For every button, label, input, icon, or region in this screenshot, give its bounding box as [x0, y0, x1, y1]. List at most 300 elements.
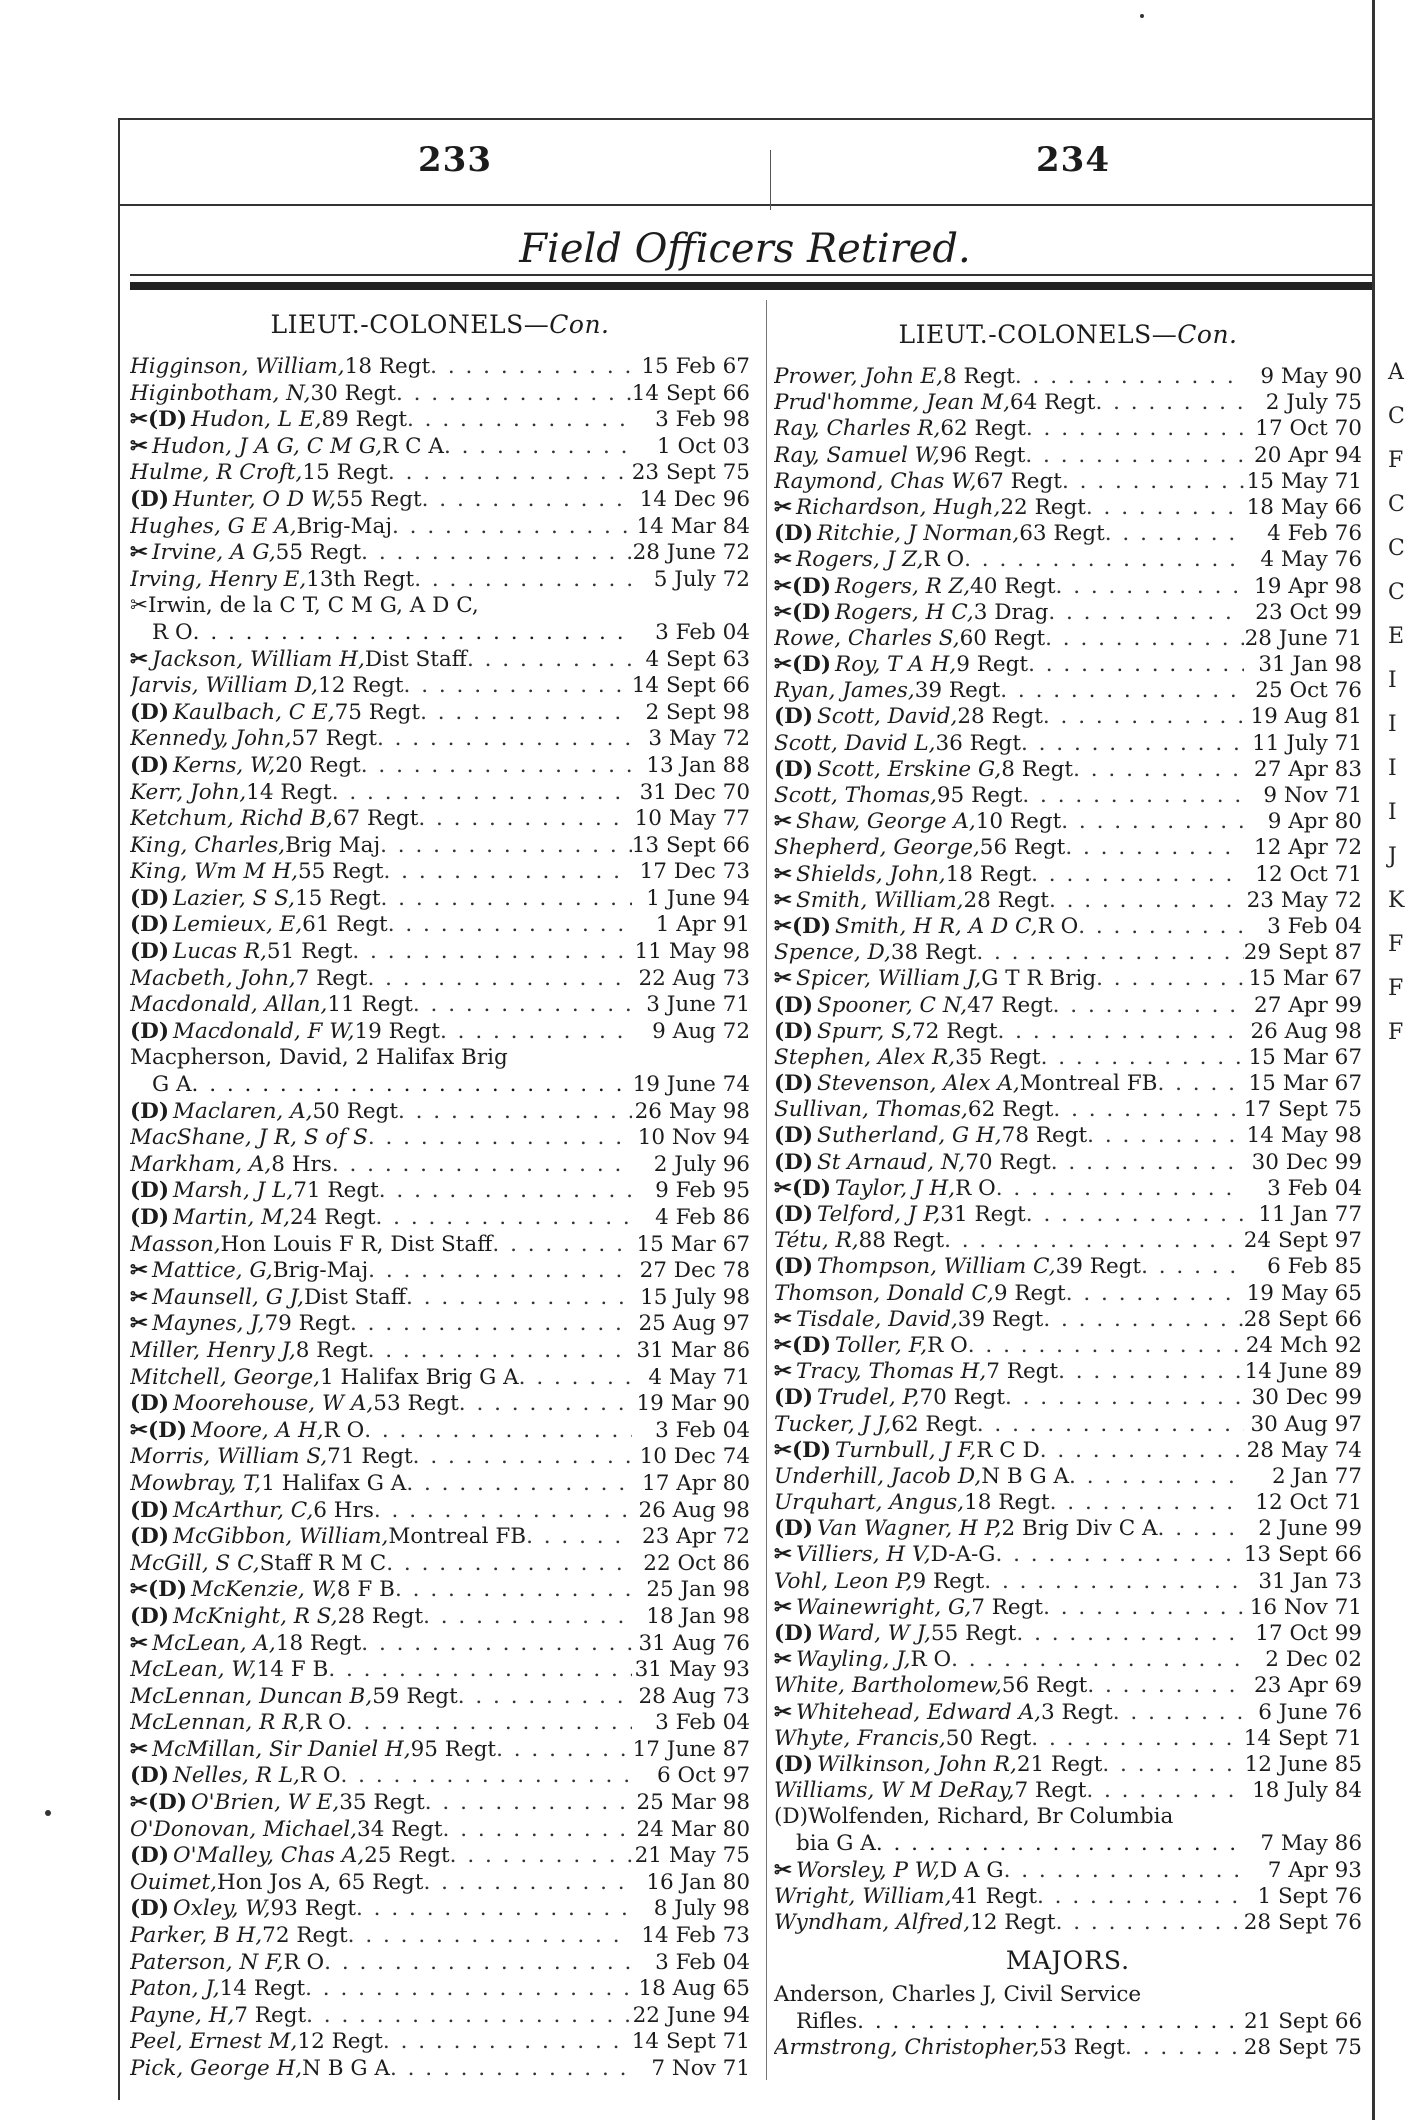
leader-dots	[1158, 1516, 1244, 1542]
list-item	[130, 1045, 750, 1098]
entry-detail: 55 Regt	[275, 540, 362, 566]
entry-detail: 95 Regt	[410, 1736, 497, 1762]
entry-name: Anderson, Charles J,	[774, 1982, 997, 2008]
entry-detail: R O	[1037, 913, 1079, 939]
entry-mark: ✂	[130, 433, 149, 459]
list-item	[774, 1097, 1362, 1123]
entry-name: McLean, A,	[152, 1630, 276, 1656]
entry-detail: 18 Regt	[275, 1630, 362, 1656]
entry-name: Wolfenden, Richard,	[808, 1804, 1030, 1830]
entry-date: 28 May 74	[1246, 1437, 1362, 1463]
entry-detail: 28 Regt	[963, 887, 1049, 913]
entry-detail: 55 Regt	[297, 859, 384, 885]
entry-date: 18 Jan 98	[646, 1603, 750, 1629]
entry-detail: 53 Regt	[373, 1391, 459, 1417]
leader-dots	[379, 1178, 632, 1205]
entry-detail: 12 Regt	[297, 2029, 383, 2055]
stray-ink-dot	[1140, 14, 1144, 18]
entry-detail: 93 Regt	[270, 1896, 357, 1922]
entry-detail: 18 Regt	[945, 861, 1032, 887]
list-item	[774, 416, 1362, 442]
entry-date: 24 Mch 92	[1245, 1332, 1362, 1358]
entry-name: White, Bartholomew,	[774, 1673, 1002, 1699]
entry-date: 14 Sept 71	[1243, 1725, 1362, 1751]
leader-dots	[1056, 1910, 1244, 1936]
entry-date: 16 Jan 80	[646, 1869, 750, 1895]
entry-detail: 14 Regt	[246, 779, 332, 805]
majors-entry-list	[774, 1982, 1362, 2061]
entry-detail: 8 F B	[336, 1577, 395, 1603]
leader-dots	[1043, 704, 1244, 730]
entry-date: 28 Sept 76	[1243, 1909, 1362, 1935]
leader-dots	[1087, 1673, 1244, 1699]
list-item	[774, 1385, 1362, 1411]
entry-name: McKnight, R S,	[173, 1603, 338, 1629]
list-item	[774, 574, 1362, 600]
list-item	[774, 1333, 1362, 1359]
list-item	[774, 1019, 1362, 1045]
leader-dots	[1096, 966, 1244, 992]
entry-name: Trudel, P,	[817, 1385, 920, 1411]
leader-dots	[413, 992, 632, 1019]
entry-detail: 56 Regt	[979, 835, 1066, 861]
entry-date: 23 May 72	[1246, 887, 1362, 913]
entry-name: Underhill, Jacob D,	[774, 1463, 982, 1489]
entry-date: 14 Sept 66	[631, 380, 750, 406]
entry-name: Rowe, Charles S,	[774, 625, 960, 651]
entry-detail: 63 Regt	[1019, 521, 1105, 547]
entry-date: 30 Dec 99	[1251, 1149, 1362, 1175]
leader-dots	[380, 886, 632, 913]
list-item	[130, 1125, 750, 1152]
list-item	[774, 469, 1362, 495]
column-divider	[766, 300, 767, 2080]
page-title: Field Officers Retired.	[519, 226, 971, 272]
entry-date: 18 May 66	[1246, 494, 1362, 520]
list-item	[130, 1870, 750, 1897]
entry-continuation: Rifles	[796, 2008, 858, 2034]
entry-detail: Civil Service	[996, 1982, 1142, 2008]
margin-letter: E	[1388, 624, 1405, 649]
entry-detail: 51 Regt	[266, 939, 353, 965]
list-item	[774, 783, 1362, 809]
list-item	[130, 939, 750, 966]
entry-name: Kerr, John,	[130, 779, 247, 805]
entry-detail: Montreal FB	[388, 1524, 527, 1550]
list-item	[130, 1896, 750, 1923]
list-item	[774, 1910, 1362, 1936]
list-item	[774, 888, 1362, 914]
entry-name: Peel, Ernest M,	[130, 2029, 298, 2055]
entry-detail: 7 Regt	[295, 965, 368, 991]
entry-date: 3 Feb 04	[1267, 1175, 1362, 1201]
list-item	[130, 1099, 750, 1126]
entry-name: Turnbull, J F,	[835, 1437, 977, 1463]
entry-mark: (D)	[130, 699, 169, 725]
entry-mark: (D)	[774, 1804, 809, 1830]
list-item	[130, 1418, 750, 1445]
entry-continuation: G A	[152, 1072, 192, 1098]
entry-detail: 30 Regt	[310, 380, 396, 406]
entry-detail: Hon Jos A, 65 Regt	[216, 1869, 424, 1895]
entry-date: 18 Aug 65	[638, 1976, 750, 2002]
list-item	[130, 1365, 750, 1392]
entry-mark: (D)	[774, 992, 813, 1018]
list-item	[774, 443, 1362, 469]
leader-dots	[352, 939, 632, 966]
entry-date: 4 May 76	[1260, 547, 1362, 573]
entry-detail: 71 Regt	[293, 1178, 379, 1204]
left-heading-con: Con.	[549, 310, 610, 339]
entry-date: 23 Apr 69	[1254, 1673, 1362, 1699]
leader-dots	[1016, 1621, 1244, 1647]
leader-dots	[356, 1896, 632, 1923]
leader-dots	[332, 1152, 632, 1179]
entry-name: Sutherland, G H,	[817, 1123, 1002, 1149]
entry-name: Macbeth, John,	[130, 965, 296, 991]
list-item	[774, 521, 1362, 547]
list-item	[774, 914, 1362, 940]
leader-dots	[998, 1019, 1244, 1045]
leader-dots	[996, 1176, 1244, 1202]
list-item	[130, 1790, 750, 1817]
list-item	[774, 652, 1362, 678]
leader-dots	[1026, 1202, 1244, 1228]
entry-name: MacShane, J R, S of S	[130, 1125, 368, 1151]
leader-dots	[1078, 914, 1244, 940]
entry-detail: 40 Regt	[970, 573, 1056, 599]
leader-dots	[383, 859, 632, 886]
entry-name: Wright, William,	[774, 1883, 952, 1909]
entry-date: 4 Sept 63	[645, 646, 750, 672]
entry-name: Vohl, Leon P,	[774, 1568, 913, 1594]
entry-date: 2 June 99	[1258, 1516, 1362, 1542]
entry-date: 4 May 71	[648, 1364, 750, 1390]
entry-date: 11 Jan 77	[1258, 1202, 1362, 1227]
list-item	[130, 1817, 750, 1844]
entry-date: 17 June 87	[632, 1736, 750, 1762]
header-divider	[770, 150, 771, 210]
entry-detail: 19 Regt	[354, 1018, 440, 1044]
entry-date: 28 June 72	[632, 540, 750, 566]
entry-mark: ✂	[774, 1306, 793, 1332]
stray-ink-dot	[45, 1810, 51, 1816]
leader-dots	[443, 1817, 632, 1844]
entry-date: 6 Feb 85	[1267, 1254, 1362, 1280]
list-item	[774, 1569, 1362, 1595]
entry-mark: (D)	[774, 1516, 813, 1542]
leader-dots	[192, 1072, 632, 1099]
entry-date: 11 July 71	[1252, 730, 1362, 756]
entry-name: Maunsell, G J,	[152, 1284, 304, 1310]
entry-name: Markham, A,	[130, 1151, 272, 1177]
entry-mark: (D)	[774, 1385, 813, 1411]
margin-letter: I	[1388, 712, 1397, 737]
leader-dots	[1043, 1307, 1243, 1333]
entry-detail: Brig-Maj	[296, 513, 393, 539]
entry-detail: 95 Regt	[936, 783, 1023, 808]
list-item	[130, 593, 750, 646]
entry-date: 3 Feb 04	[655, 619, 750, 645]
entry-name: Shields, John,	[796, 861, 946, 887]
list-item	[130, 1019, 750, 1046]
leader-dots	[367, 966, 632, 993]
entry-date: 23 Oct 99	[1255, 599, 1362, 625]
entry-mark: (D)	[130, 1391, 169, 1417]
entry-date: 19 Apr 98	[1254, 573, 1362, 599]
entry-detail: 8 Hrs	[271, 1151, 332, 1177]
entry-second-line	[774, 1831, 1362, 1858]
entry-name: Tucker, J J,	[774, 1411, 892, 1437]
leader-dots	[1031, 1726, 1243, 1752]
margin-letter: F	[1388, 1020, 1404, 1045]
entry-name: Higinbotham, N,	[130, 380, 311, 406]
entry-name: Maynes, J,	[152, 1311, 265, 1337]
entry-detail: 10 Regt	[975, 809, 1062, 835]
leader-dots	[1058, 1359, 1244, 1385]
entry-detail: 21 Regt	[1016, 1751, 1103, 1777]
list-item	[130, 726, 750, 753]
entry-date: 4 Feb 76	[1267, 521, 1362, 547]
entry-name: O'Brien, W E,	[191, 1790, 340, 1816]
entry-mark: (D)	[130, 1603, 169, 1629]
entry-detail: 8 Regt	[295, 1337, 368, 1363]
list-item	[130, 407, 750, 434]
entry-date: 6 Oct 97	[656, 1763, 750, 1789]
entry-mark: (D)	[130, 1763, 169, 1789]
entry-date: 12 Oct 71	[1255, 861, 1362, 887]
entry-mark: ✂	[774, 809, 793, 835]
entry-date: 25 Mar 98	[636, 1790, 750, 1816]
entry-date: 1 Sept 76	[1257, 1883, 1362, 1909]
leader-dots	[1105, 521, 1244, 547]
leader-dots	[392, 514, 632, 541]
list-item	[774, 1752, 1362, 1778]
entry-mark: ✂	[774, 1594, 793, 1620]
leader-dots	[332, 780, 632, 807]
entry-name: Raymond, Chas W,	[774, 468, 977, 494]
entry-detail: Brig-Maj	[272, 1258, 369, 1284]
entry-mark: (D)	[130, 1098, 169, 1124]
entry-detail: 96 Regt	[939, 442, 1026, 468]
leader-dots	[374, 1498, 632, 1525]
list-item	[774, 1123, 1362, 1149]
entry-name: O'Donovan, Michael,	[130, 1816, 358, 1842]
entry-mark: ✂(D)	[130, 1790, 188, 1816]
entry-date: 9 May 90	[1260, 364, 1362, 389]
list-item	[774, 678, 1362, 704]
entry-detail: 35 Regt	[955, 1044, 1041, 1070]
list-item	[774, 731, 1362, 757]
entry-date: 9 Feb 95	[655, 1178, 750, 1204]
list-item	[130, 354, 750, 381]
list-item	[130, 540, 750, 567]
entry-mark: (D)	[130, 885, 169, 911]
entry-mark: ✂	[130, 1736, 149, 1762]
entry-date: 15 Mar 67	[1248, 1071, 1362, 1097]
list-item	[774, 364, 1362, 390]
leader-dots	[1037, 1884, 1244, 1910]
entry-detail: 71 Regt	[327, 1444, 413, 1470]
list-item	[774, 757, 1362, 783]
page-edge-line	[1372, 0, 1375, 2120]
entry-name: Hunter, O D W,	[173, 486, 337, 512]
entry-date: 22 Aug 73	[638, 965, 750, 991]
entry-detail: 24 Regt	[290, 1205, 376, 1230]
entry-first-line	[774, 1982, 1362, 2009]
left-heading-text: LIEUT.-COLONELS—	[270, 310, 550, 339]
list-item	[774, 390, 1362, 416]
entry-date: 3 June 71	[646, 992, 750, 1018]
margin-letter: C	[1388, 492, 1405, 517]
entry-mark: (D)	[774, 704, 813, 730]
leader-dots	[406, 1471, 632, 1498]
entry-name: Hughes, G E A,	[130, 513, 297, 539]
entry-mark: ✂	[774, 494, 793, 520]
leader-dots	[305, 1976, 632, 2003]
leader-dots	[1040, 1438, 1244, 1464]
list-item	[774, 1254, 1362, 1280]
entry-mark: (D)	[130, 752, 169, 778]
entry-name: Lucas R,	[173, 939, 267, 965]
entry-detail: 11 Regt	[327, 992, 413, 1018]
right-entry-list	[774, 364, 1362, 1936]
leader-dots	[467, 647, 632, 674]
entry-date: 11 May 98	[634, 939, 750, 965]
entry-date: 17 Apr 80	[642, 1470, 750, 1496]
entry-date: 5 July 72	[653, 566, 750, 592]
entry-detail: 39 Regt	[957, 1306, 1044, 1332]
list-item	[774, 2035, 1362, 2061]
entry-name: Hulme, R Croft,	[130, 460, 303, 486]
entry-date: 7 Apr 93	[1267, 1857, 1362, 1883]
entry-name: Paton, J,	[130, 1976, 220, 2002]
entry-detail: 31 Regt	[940, 1202, 1026, 1227]
entry-detail: Dist Staff	[364, 646, 467, 672]
entry-continuation: bia G A	[796, 1830, 876, 1856]
entry-name: Payne, H,	[130, 2002, 235, 2028]
entry-name: Macdonald, Allan,	[130, 992, 328, 1018]
leader-dots	[1049, 888, 1244, 914]
entry-detail: 75 Regt	[334, 699, 421, 725]
leader-dots	[368, 1338, 632, 1365]
entry-date: 14 Dec 96	[639, 486, 750, 512]
entry-detail: 57 Regt	[291, 726, 377, 752]
entry-mark: (D)	[130, 486, 169, 512]
list-item	[130, 992, 750, 1019]
entry-date: 12 Apr 72	[1254, 835, 1362, 861]
entry-name: Stephen, Alex R,	[774, 1044, 956, 1070]
entry-mark: (D)	[130, 939, 169, 965]
entry-detail: 28 Regt	[337, 1603, 424, 1629]
entry-name: Hudon, L E,	[191, 407, 322, 433]
leader-dots	[1053, 1097, 1243, 1123]
leader-dots	[984, 1569, 1244, 1595]
entry-date: 15 Mar 67	[1248, 1044, 1362, 1070]
entry-detail: 14 Regt	[219, 1976, 306, 2002]
leader-dots	[977, 1412, 1244, 1438]
list-item	[774, 1071, 1362, 1097]
entry-date: 19 June 74	[632, 1072, 750, 1098]
leader-dots	[1056, 574, 1244, 600]
entry-mark: ✂(D)	[774, 1175, 832, 1201]
leader-dots	[1045, 626, 1244, 652]
entry-name: Kennedy, John,	[130, 726, 292, 752]
entry-name: Rogers, J Z,	[796, 547, 924, 573]
entry-name: Prower, John E,	[774, 364, 944, 389]
entry-date: 4 Feb 86	[655, 1205, 750, 1230]
entry-date: 31 Aug 76	[638, 1630, 750, 1656]
entry-name: Pick, George H,	[130, 2056, 303, 2081]
list-item	[130, 753, 750, 780]
entry-detail: Hon Louis F R, Dist Staff	[220, 1231, 493, 1257]
leader-dots	[430, 354, 632, 381]
entry-name: Lemieux, E,	[173, 912, 303, 938]
entry-name: Ray, Samuel W,	[774, 442, 940, 468]
list-item	[130, 567, 750, 594]
leader-dots	[1073, 757, 1244, 783]
entry-detail: 7 Regt	[986, 1359, 1059, 1385]
leader-dots	[361, 1631, 632, 1658]
entry-mark: ✂(D)	[774, 599, 832, 625]
entry-date: 3 Feb 04	[1267, 913, 1362, 939]
left-entry-list	[130, 354, 750, 2083]
entry-detail: 9 Regt	[993, 1280, 1066, 1306]
leader-dots	[1062, 469, 1244, 495]
entry-detail: 9 Regt	[956, 652, 1029, 678]
leader-dots	[944, 1228, 1244, 1254]
list-item	[774, 1228, 1362, 1254]
entry-name: Worsley, P W,	[796, 1857, 940, 1883]
entry-detail: 79 Regt	[264, 1311, 350, 1337]
entry-mark: ✂	[130, 540, 149, 566]
entry-detail: 61 Regt	[302, 912, 388, 938]
list-item	[774, 1307, 1362, 1333]
entry-mark: ✂	[774, 547, 793, 573]
entry-date: 1 June 94	[646, 885, 750, 911]
leader-dots	[1061, 809, 1244, 835]
left-section-heading	[130, 308, 750, 342]
leader-dots	[380, 833, 632, 860]
entry-date: 13 Sept 66	[631, 832, 750, 858]
list-item	[130, 700, 750, 727]
entry-detail: 15 Regt	[302, 460, 388, 486]
entry-date: 22 Oct 86	[643, 1550, 750, 1576]
entry-detail: 18 Regt	[964, 1490, 1050, 1516]
entry-detail: 1 Halifax Brig G A	[320, 1364, 519, 1390]
leader-dots	[1015, 364, 1244, 390]
entry-date: 24 Sept 97	[1243, 1228, 1362, 1254]
entry-name: Smith, H R, A D C,	[835, 913, 1038, 939]
entry-name: Scott, David,	[817, 704, 958, 730]
list-item	[774, 1858, 1362, 1884]
entry-date: 28 Aug 73	[638, 1683, 750, 1709]
list-item	[774, 993, 1362, 1019]
list-item	[774, 1700, 1362, 1726]
list-item	[774, 1150, 1362, 1176]
entry-mark: ✂(D)	[774, 1437, 832, 1463]
entry-name: McGill, S C,	[130, 1550, 260, 1576]
entry-name: Spicer, William J,	[796, 966, 982, 992]
entry-name: Williams, W M DeRay,	[774, 1778, 1015, 1804]
entry-date: 18 July 84	[1252, 1778, 1362, 1804]
list-item	[130, 1205, 750, 1232]
entry-detail: 62 Regt	[940, 416, 1026, 442]
entry-date: 14 Sept 71	[631, 2029, 750, 2055]
entry-name: Irvine, A G,	[152, 540, 276, 566]
list-item	[130, 1657, 750, 1684]
entry-name: Richardson, Hugh,	[796, 494, 1001, 520]
